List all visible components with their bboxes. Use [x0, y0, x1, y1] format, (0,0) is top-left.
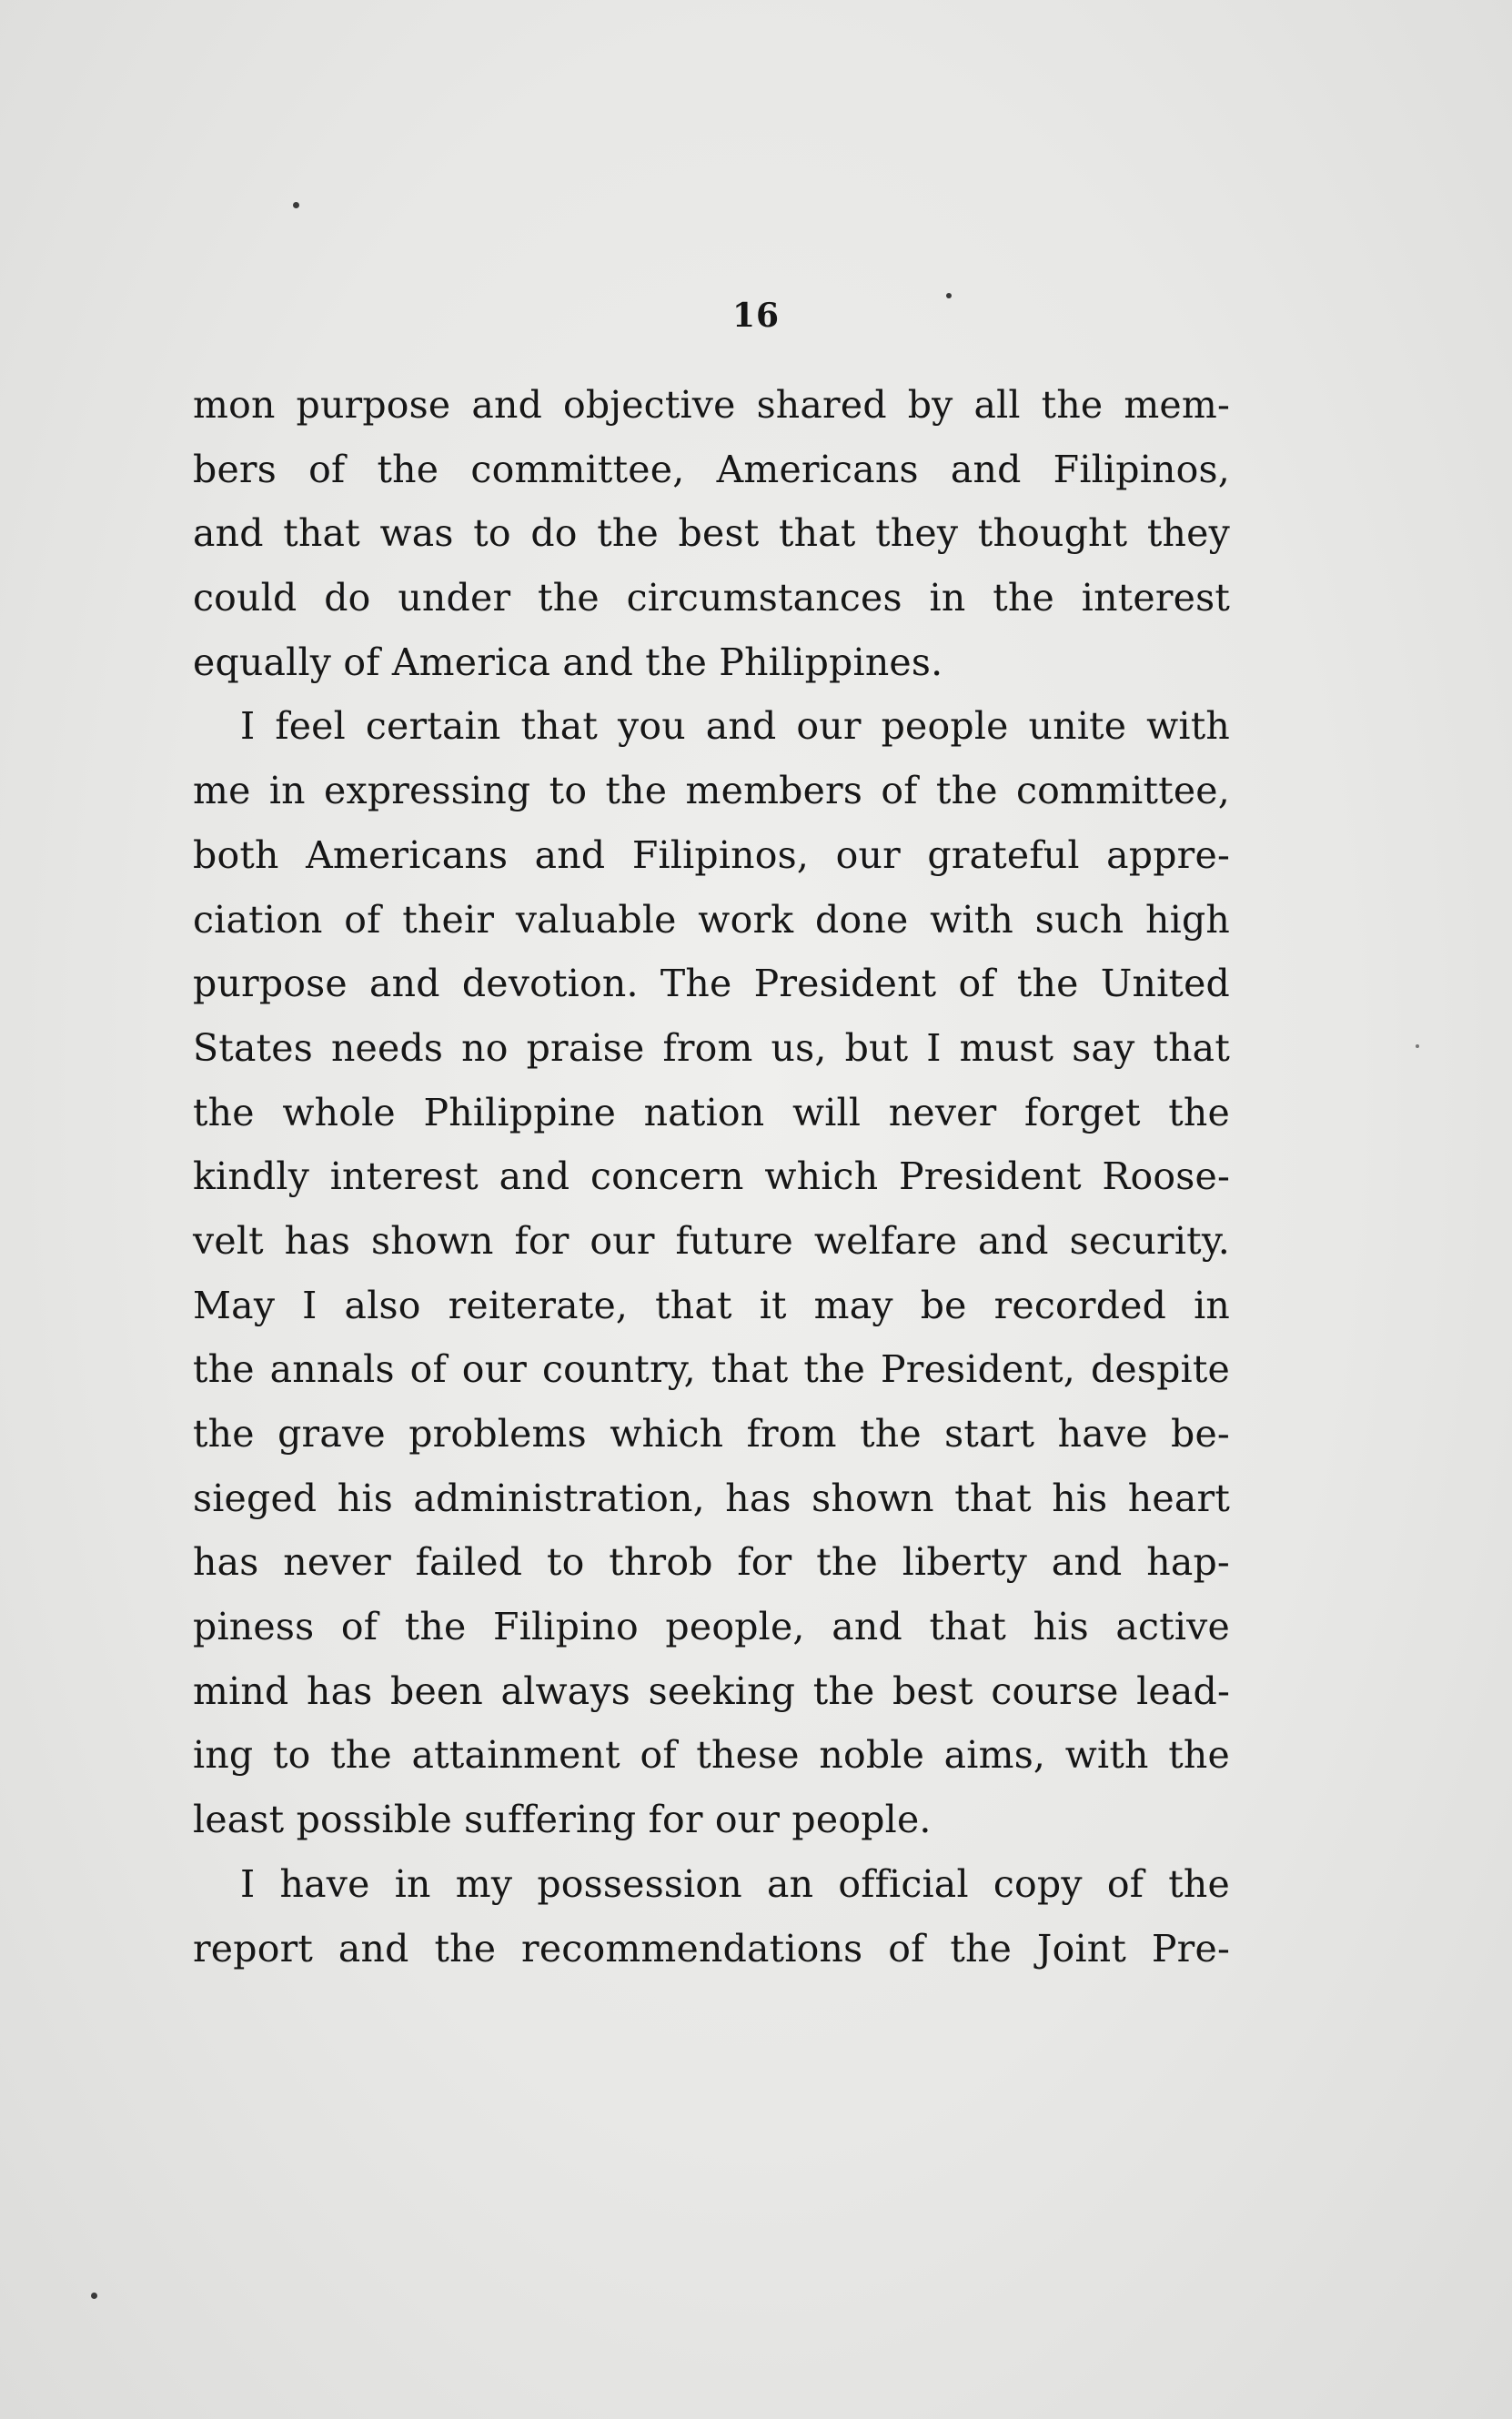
- text-line: piness of the Filipino people, and that his active: [193, 1605, 1230, 1649]
- text-line: mind has been always seeking the best course lead-: [193, 1668, 1230, 1713]
- page-number: 16: [731, 297, 781, 335]
- text-line: States needs no praise from us, but I must say that: [193, 1025, 1230, 1070]
- text-line: purpose and devotion. The President of the United: [193, 962, 1230, 1006]
- text-line: report and the recommendations of the Joint Pre-: [193, 1926, 1230, 1970]
- text-line: I have in my possession an official copy of the: [240, 1861, 1230, 1906]
- text-line: the grave problems which from the start have be-: [193, 1412, 1230, 1456]
- text-line: sieged his administration, has shown that his heart: [193, 1476, 1230, 1520]
- text-line: mon purpose and objective shared by all the mem-: [193, 383, 1230, 427]
- text-line: equally of America and the Philippines.: [193, 640, 943, 684]
- text-line: the annals of our country, that the President, despite: [193, 1347, 1230, 1392]
- scan-speck: [946, 293, 952, 298]
- text-line: velt has shown for our future welfare and security.: [193, 1218, 1230, 1263]
- scan-speck: [293, 202, 299, 208]
- text-line: ing to the attainment of these noble aims, with the: [193, 1733, 1230, 1778]
- text-line: the whole Philippine nation will never forget the: [193, 1090, 1230, 1134]
- text-line: and that was to do the best that they thought they: [193, 511, 1230, 556]
- text-line: I feel certain that you and our people unite with: [240, 704, 1230, 749]
- scan-speck: [91, 2293, 97, 2299]
- text-line: kindly interest and concern which President Roose-: [193, 1154, 1230, 1199]
- text-line: me in expressing to the members of the committee,: [193, 769, 1230, 813]
- text-line: has never failed to throb for the liberty and hap-: [193, 1540, 1230, 1585]
- text-line: could do under the circumstances in the interest: [193, 576, 1230, 620]
- text-line: bers of the committee, Americans and Filipinos,: [193, 447, 1230, 491]
- text-line: ciation of their valuable work done with such high: [193, 897, 1230, 942]
- text-line: both Americans and Filipinos, our grateful appre-: [193, 832, 1230, 877]
- body-text: [193, 373, 1230, 1981]
- scan-speck: [1416, 1044, 1419, 1048]
- text-line: May I also reiterate, that it may be recorded in: [193, 1283, 1230, 1327]
- text-line: least possible suffering for our people.: [193, 1798, 932, 1842]
